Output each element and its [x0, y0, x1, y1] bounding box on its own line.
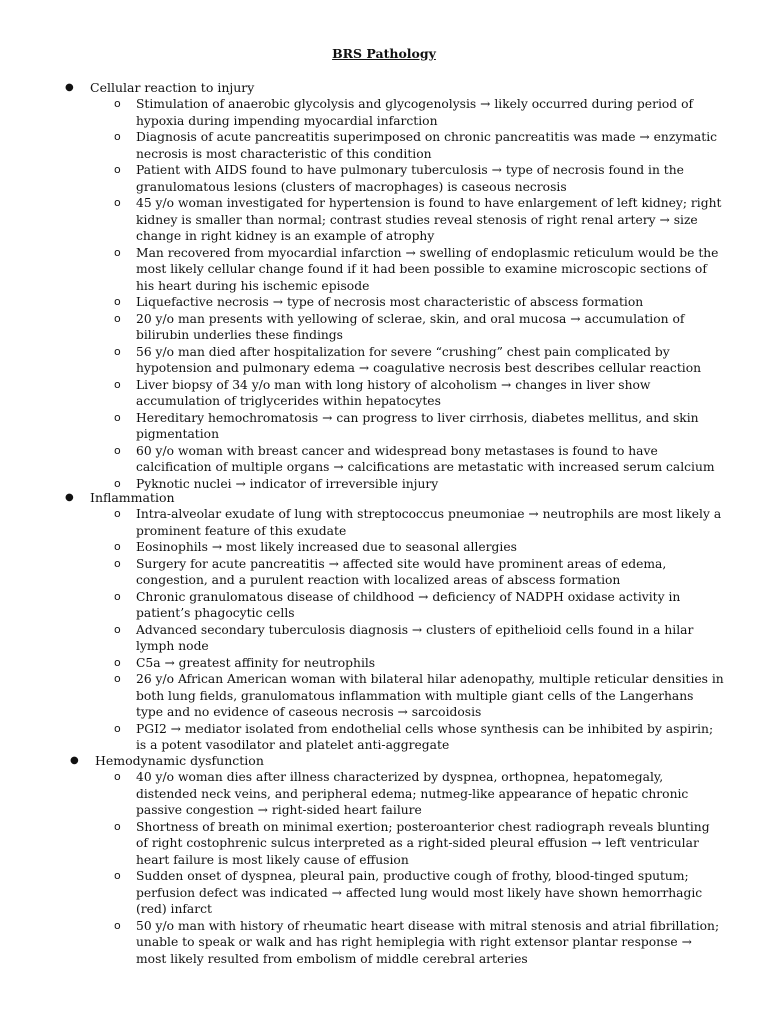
circle-bullet-icon: o [114, 770, 121, 783]
circle-bullet-icon: o [114, 344, 121, 358]
list-item-text: Pyknotic nuclei → indicator of irreversible injury [136, 476, 439, 491]
list-item [0, 868, 768, 918]
list-item-text: 60 y/o woman with breast cancer and widespread bony metastases is found to have calcification of multiple organs → calcifications are metastatic with increased serum calcium [136, 443, 715, 474]
list-item-text: 50 y/o man with history of rheumatic heart disease with mitral stenosis and atrial fibrillation; unable to speak or walk and has right hemiplegia with right extensor plantar response → most likely resulted from embolism of middle cerebral arteries [136, 918, 720, 966]
circle-bullet-icon: o [114, 589, 121, 603]
list-item-text: Man recovered from myocardial infarction → swelling of endoplasmic reticulum would be the most likely cellular change found if it had been possible to examine microscopic sections of his heart during his ischemic episode [136, 245, 719, 293]
bullet-icon: ● [65, 492, 74, 503]
list-item-text: Diagnosis of acute pancreatitis superimposed on chronic pancreatitis was made → enzymatic necrosis is most characteristic of this condition [136, 130, 718, 161]
circle-bullet-icon: o [114, 311, 121, 325]
list-item-text: 45 y/o woman investigated for hypertension is found to have enlargement of left kidney; right kidney is smaller than normal; contrast studies reveal stenosis of right renal artery → size change in right kidney is an example of atrophy [136, 196, 722, 243]
item-list [0, 506, 768, 754]
circle-bullet-icon: o [114, 295, 121, 308]
circle-bullet-icon: o [114, 622, 121, 636]
list-item [0, 556, 768, 589]
list-item-text: Liver biopsy of 34 y/o man with long history of alcoholism → changes in liver show accumulation of triglycerides within hepatocytes [136, 377, 651, 408]
list-item-text: C5a → greatest affinity for neutrophils [136, 655, 376, 670]
list-item [0, 162, 768, 195]
circle-bullet-icon: o [114, 819, 121, 833]
list-item [0, 311, 768, 344]
circle-bullet-icon: o [114, 869, 121, 882]
circle-bullet-icon: o [114, 556, 121, 570]
item-list [0, 96, 768, 492]
list-item-text: 40 y/o woman dies after illness characterized by dyspnea, orthopnea, hepatomegaly, distended neck veins, and peripheral edema; nutmeg-like appearance of hepatic chronic passive congestion → right-sided heart failure [136, 770, 689, 817]
circle-bullet-icon: o [114, 721, 121, 735]
list-item-text: Intra-alveolar exudate of lung with streptococcus pneumoniae → neutrophils are most likely a prominent feature of this exudate [136, 507, 722, 538]
list-item-text: Shortness of breath on minimal exertion; posteroanterior chest radiograph reveals blunting of right costophrenic sulcus interpreted as a right-sided pleural effusion → left ventricular heart failure is most likely cause of effusion [136, 819, 710, 867]
circle-bullet-icon: o [114, 672, 121, 685]
list-item [0, 245, 768, 295]
list-item-text: Stimulation of anaerobic glycolysis and glycogenolysis → likely occurred during period of hypoxia during impending myocardial infarction [136, 97, 694, 128]
list-item-text: Chronic granulomatous disease of childhood → deficiency of NADPH oxidase activity in patient’s phagocytic cells [136, 589, 681, 620]
list-item-text: Sudden onset of dyspnea, pleural pain, productive cough of frothy, blood-tinged sputum; perfusion defect was indicated → affected lung would most likely have shown hemorrhagic (red) infarct [136, 869, 703, 916]
list-item-text: 56 y/o man died after hospitalization for severe “crushing” chest pain complicated by hypotension and pulmonary edema → coagulative necrosis best describes cellular reaction [136, 344, 702, 375]
item-list [0, 769, 768, 967]
page-title: BRS Pathology [332, 46, 436, 61]
list-item-text: Hereditary hemochromatosis → can progress to liver cirrhosis, diabetes mellitus, and skin pigmentation [136, 410, 699, 441]
circle-bullet-icon: o [114, 507, 121, 520]
list-item [0, 655, 768, 672]
circle-bullet-icon: o [114, 410, 121, 424]
circle-bullet-icon: o [114, 163, 121, 176]
section-title: Inflammation [90, 490, 175, 505]
section-title: Cellular reaction to injury [90, 80, 255, 95]
circle-bullet-icon: o [114, 196, 121, 209]
section-heading [0, 752, 768, 769]
list-item [0, 294, 768, 311]
list-item [0, 721, 768, 754]
section-inflammation [0, 489, 768, 754]
list-item [0, 671, 768, 721]
section-title: Hemodynamic dysfunction [95, 753, 264, 768]
list-item [0, 195, 768, 245]
list-item-text: Patient with AIDS found to have pulmonary tuberculosis → type of necrosis found in the granulomatous lesions (clusters of macrophages) is caseous necrosis [136, 163, 684, 194]
list-item [0, 443, 768, 476]
section-heading [0, 79, 768, 96]
list-item [0, 769, 768, 819]
bullet-icon: ● [65, 82, 74, 93]
list-item-text: Advanced secondary tuberculosis diagnosis → clusters of epithelioid cells found in a hilar lymph node [136, 622, 694, 653]
section-heading [0, 489, 768, 506]
list-item [0, 129, 768, 162]
list-item [0, 819, 768, 869]
list-item [0, 539, 768, 556]
list-item [0, 344, 768, 377]
list-item-text: Eosinophils → most likely increased due to seasonal allergies [136, 540, 517, 554]
circle-bullet-icon: o [114, 443, 121, 457]
circle-bullet-icon: o [114, 245, 121, 259]
list-item [0, 377, 768, 410]
bullet-icon: ● [70, 755, 79, 766]
circle-bullet-icon: o [114, 97, 121, 110]
section-cellular-reaction [0, 79, 768, 492]
list-item [0, 506, 768, 539]
list-item-text: Liquefactive necrosis → type of necrosis most characteristic of abscess formation [136, 295, 644, 309]
list-item-text: Surgery for acute pancreatitis → affected site would have prominent areas of edema, congestion, and a purulent reaction with localized areas of abscess formation [136, 556, 667, 587]
circle-bullet-icon: o [114, 377, 121, 391]
list-item-text: PGI2 → mediator isolated from endothelial cells whose synthesis can be inhibited by aspirin; is a potent vasodilator and platelet anti-aggregate [136, 721, 714, 752]
list-item [0, 589, 768, 622]
circle-bullet-icon: o [114, 476, 121, 490]
circle-bullet-icon: o [114, 540, 121, 553]
list-item [0, 622, 768, 655]
list-item-text: 20 y/o man presents with yellowing of sclerae, skin, and oral mucosa → accumulation of bilirubin underlies these findings [136, 311, 685, 342]
circle-bullet-icon: o [114, 655, 121, 669]
list-item-text: 26 y/o African American woman with bilateral hilar adenopathy, multiple reticular densities in both lung fields, granulomatous inflammation with multiple giant cells of the Langerhans type and no evidence of caseous necrosis → sarcoidosis [136, 672, 724, 719]
list-item [0, 410, 768, 443]
section-hemodynamic-dysfunction [0, 752, 768, 967]
list-item [0, 918, 768, 968]
circle-bullet-icon: o [114, 918, 121, 932]
list-item [0, 96, 768, 129]
circle-bullet-icon: o [114, 130, 121, 143]
